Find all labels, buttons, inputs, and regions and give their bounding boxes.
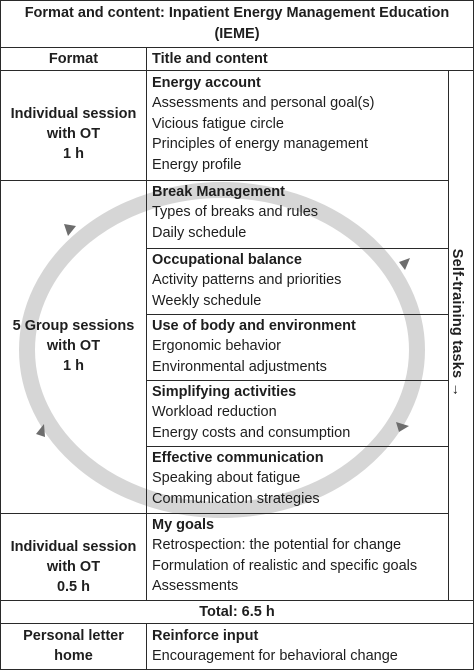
section-title: My goals [152,517,215,533]
list-item: Ergonomic behavior [152,338,281,354]
content-cell-body-environment [152,316,356,377]
list-item: Activity patterns and priorities [152,272,342,288]
section-title: Energy account [152,75,261,91]
header-format: Format [48,51,99,67]
list-item: Communication strategies [152,490,320,507]
section-title: Use of body and environment [152,318,356,334]
format-cell-individual-session: Individual session with OT 1 h [10,106,137,162]
section-title: Break Management [152,184,285,200]
section-title: Simplifying activities [152,384,297,400]
divider [146,380,448,381]
content-cell-my-goals [152,515,417,597]
format-cell-personal-letter: Personal letter home [23,628,124,664]
list-item: Weekly schedule [152,292,262,309]
divider [1,70,474,71]
list-item: Vicious fatigue circle [152,115,284,132]
table-title: Format and content: Inpatient Energy Management Education (IEME) [24,5,450,42]
total-row: Total: 6.5 h [199,604,275,620]
divider [1,47,474,48]
divider [146,248,448,249]
content-cell-reinforce-input [152,626,398,667]
self-training-tasks-label: Self-training tasks → [449,248,465,398]
divider [146,446,448,447]
list-item: Retrospection: the potential for change [152,537,402,553]
divider [1,600,474,601]
cycle-arrow-top [64,224,76,236]
divider [1,513,448,514]
divider [1,180,448,181]
content-cell-break-management [152,182,318,243]
list-item: Speaking about fatigue [152,470,301,486]
format-cell-group-sessions: 5 Group sessions with OT 1 h [12,318,135,374]
list-item: Types of breaks and rules [152,204,319,220]
column-divider [146,47,147,600]
column-divider [146,623,147,670]
list-item: Energy costs and consumption [152,424,351,441]
content-cell-energy-account [152,73,374,175]
divider [1,623,474,624]
section-title: Reinforce input [152,628,259,644]
list-item: Formulation of realistic and specific goals [152,557,418,574]
section-title: Occupational balance [152,252,302,268]
list-item: Workload reduction [152,404,277,420]
cycle-arrow-left [36,424,45,437]
divider [146,314,448,315]
content-cell-occupational-balance [152,250,341,311]
list-item: Assessments [152,578,239,595]
list-item: Assessments and personal goal(s) [152,95,375,111]
list-item: Energy profile [152,156,242,173]
format-cell-individual-session-short: Individual session with OT 0.5 h [10,539,137,595]
section-title: Effective communication [152,450,324,466]
list-item: Daily schedule [152,224,247,241]
cycle-arrow-right-upper [399,258,410,270]
list-item: Environmental adjustments [152,358,327,375]
content-cell-simplifying-activities [152,382,350,443]
list-item: Principles of energy management [152,136,369,153]
list-item: Encouragement for behavioral change [152,648,398,664]
header-title-content: Title and content [152,51,268,67]
content-cell-effective-communication [152,448,324,509]
